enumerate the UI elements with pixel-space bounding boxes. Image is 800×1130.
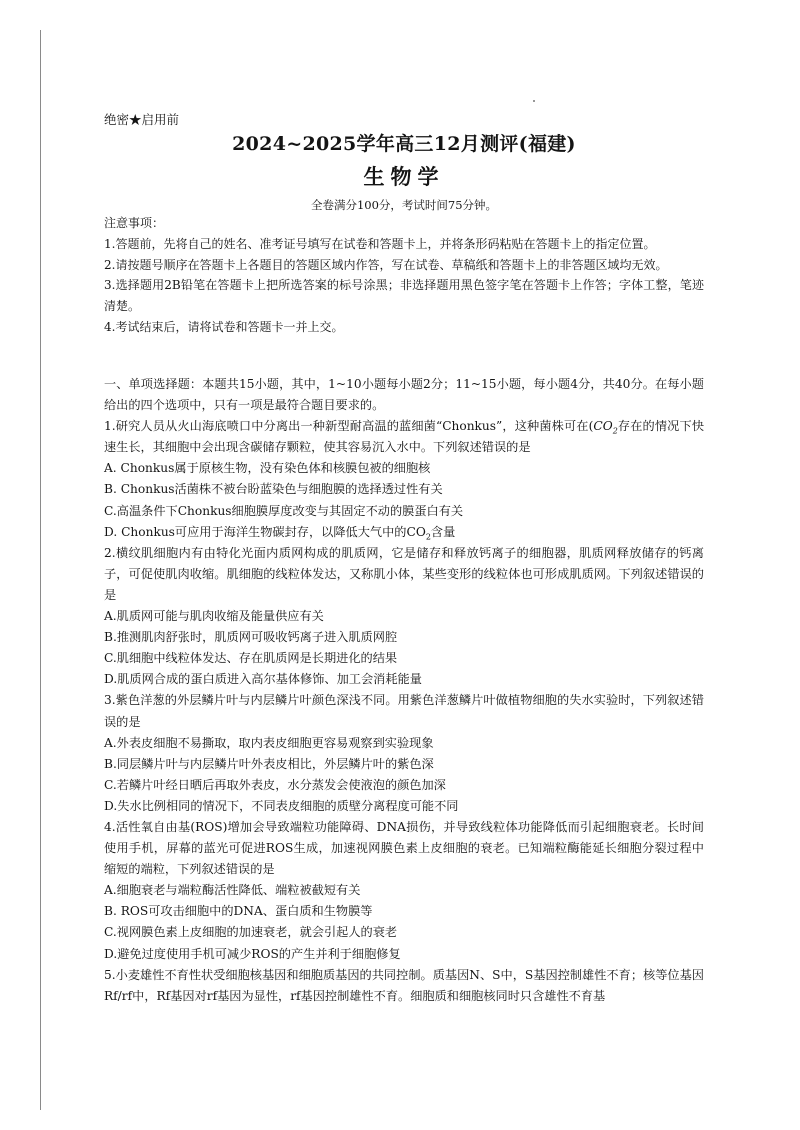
question-3-option-a: A.外表皮细胞不易撕取，取内表皮细胞更容易观察到实验现象 (104, 735, 434, 750)
note-item: 3.选择题用2B铅笔在答题卡上把所选答案的标号涂黑；非选择题用黑色签字笔在答题卡上作答；字体工整，笔迹清楚。 (104, 278, 704, 314)
question-2-option-a: A.肌质网可能与肌肉收缩及能量供应有关 (104, 609, 324, 624)
score-info: 全卷满分100分，考试时间75分钟。 (310, 198, 498, 212)
scan-speck (533, 100, 535, 102)
question-1-option-d: D. Chonkus可应用于海洋生物碳封存，以降低大气中的$CO_2$含量 (104, 524, 456, 542)
question-4-option-b: B. ROS可攻击细胞中的DNA、蛋白质和生物膜等 (104, 904, 373, 919)
questions-section (104, 374, 704, 1007)
question-1-option-b: B. Chonkus活菌株不被台盼蓝染色与细胞膜的选择透过性有关 (104, 482, 443, 497)
note-item: 1.答题前，先将自己的姓名、准考证号填写在试卷和答题卡上，并将条形码粘贴在答题卡上的指定位置。 (104, 236, 656, 251)
question-3-option-b: B.同层鳞片叶与内层鳞片叶外表皮相比，外层鳞片叶的紫色深 (104, 756, 434, 771)
question-4-option-c: C.视网膜色素上皮细胞的加速衰老，就会引起人的衰老 (104, 925, 398, 940)
note-item: 4.考试结束后，请将试卷和答题卡一并上交。 (104, 319, 344, 334)
binding-margin-line (40, 30, 41, 1110)
notes-heading: 注意事项： (104, 216, 165, 230)
co2-formula: $CO_2$ (593, 419, 618, 436)
notes-block (104, 213, 704, 338)
question-2-stem: 2.横纹肌细胞内有由特化光面内质网构成的肌质网，它是储存和释放钙离子的细胞器，肌质网释放储存的钙离子，可促使肌肉收缩。肌细胞的线粒体发达，又称肌小体，某些变形的线粒体也可形成肌质网。下列叙述错误的是 (104, 545, 704, 602)
question-4-stem: 4.活性氧自由基(ROS)增加会导致端粒功能障碍、DNA损伤，并导致线粒体功能降低而引起细胞衰老。长时间使用手机，屏幕的蓝光可促进ROS生成，加速视网膜色素上皮细胞的衰老。已知端粒酶能延长细胞分裂过程中缩短的端粒，下列叙述错误的是 (104, 819, 704, 877)
question-4-option-d: D.避免过度使用手机可减少ROS的产生并利于细胞修复 (104, 946, 401, 961)
question-1-option-a: A. Chonkus属于原核生物，没有染色体和核膜包被的细胞核 (104, 461, 431, 476)
question-1-option-c: C.高温条件下Chonkus细胞膜厚度改变与其固定不动的膜蛋白有关 (104, 503, 464, 518)
question-1-stem: 1.研究人员从火山海底喷口中分离出一种新型耐高温的蓝细菌“Chonkus”，这种菌株可在($CO_2$存在的情况下快速生长，其细胞中会出现含碳储存颗粒，使其容易沉入水中。下列叙述错误的是 (104, 419, 705, 455)
subject-title: 生物学 (363, 164, 445, 189)
note-item: 2.请按题号顺序在答题卡上各题目的答题区域内作答，写在试卷、草稿纸和答题卡上的非答题区域均无效。 (104, 257, 668, 272)
question-3-option-d: D.失水比例相同的情况下，不同表皮细胞的质壁分离程度可能不同 (104, 798, 459, 813)
question-2-option-c: C.肌细胞中线粒体发达、存在肌质网是长期进化的结果 (104, 651, 398, 666)
section-intro: 一、单项选择题：本题共15小题，其中，1~10小题每小题2分；11~15小题，每小题4分，共40分。在每小题给出的四个选项中，只有一项是最符合题目要求的。 (104, 377, 704, 413)
secret-label: 绝密★启用前 (104, 112, 180, 127)
question-5-stem: 5.小麦雄性不育性状受细胞核基因和细胞质基因的共同控制。质基因N、S中，S基因控制雄性不育；核等位基因Rf/rf中，Rf基因对rf基因为显性，rf基因控制雄性不育。细胞质和细胞核同时只含雄性不育基 (104, 967, 704, 1003)
question-2-option-b: B.推测肌肉舒张时，肌质网可吸收钙离子进入肌质网腔 (104, 630, 398, 645)
question-3-option-c: C.若鳞片叶经日晒后再取外表皮，水分蒸发会使液泡的颜色加深 (104, 777, 446, 792)
question-2-option-d: D.肌质网合成的蛋白质进入高尔基体修饰、加工会消耗能量 (104, 672, 422, 687)
question-4-option-a: A.细胞衰老与端粒酶活性降低、端粒被截短有关 (104, 883, 361, 898)
exam-title: 2024~2025学年高三12月测评(福建) (232, 133, 576, 155)
question-3-stem: 3.紫色洋葱的外层鳞片叶与内层鳞片叶颜色深浅不同。用紫色洋葱鳞片叶做植物细胞的失水实验时，下列叙述错误的是 (104, 693, 704, 729)
